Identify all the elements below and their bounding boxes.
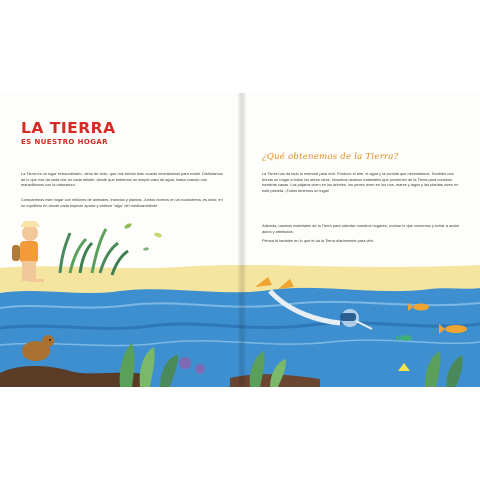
- left-paragraph-1: La Tierra es un lugar extraordinario –lleno de vida– que nos brinda todo cuanto necesitamos para existir. Disfrutamos de lo que nos da cada día: en cada detalle; desde que bebemos un simple vaso de agua, hasta cuando nos maravillamos con la naturaleza.: [21, 171, 223, 188]
- right-paragraph-1: La Tierra nos da todo lo esencial para vivir. Produce el aire, el agua y la comida que necesitamos. También nos brinda un hogar a todos los seres vivos. Nosotros usamos materiales que provienen de la Tierra para construir nuestras casas. Los pájaros viven en los árboles, los peces viven en los ríos, mares y lagos y las plantas viven en este planeta. ¡Todos tenemos un lugar!: [262, 171, 459, 193]
- right-paragraph-3: Piensa tú también en lo que te da la Tierra diariamente para vivir.: [262, 238, 375, 243]
- section-heading: ¿Qué obtenemos de la Tierra?: [262, 152, 399, 162]
- page-title: LA TIERRA: [21, 119, 116, 137]
- book-gutter: [238, 93, 246, 387]
- page-subtitle: ES NUESTRO HOGAR: [21, 138, 108, 146]
- falling-leaves: [124, 222, 163, 251]
- left-paragraph-2: Compartimos este hogar con millones de animales, insectos y plantas. Juntos vivimos en un ecosistema, es decir, en un equilibrio en donde cada especie aporta y obtiene “algo” del medioambiente.: [21, 197, 223, 208]
- right-paragraph-2: Además, usamos materiales de la Tierra para calentar nuestros hogares, cocinar lo que comemos y echar a andar autos y artefactos.: [262, 223, 460, 234]
